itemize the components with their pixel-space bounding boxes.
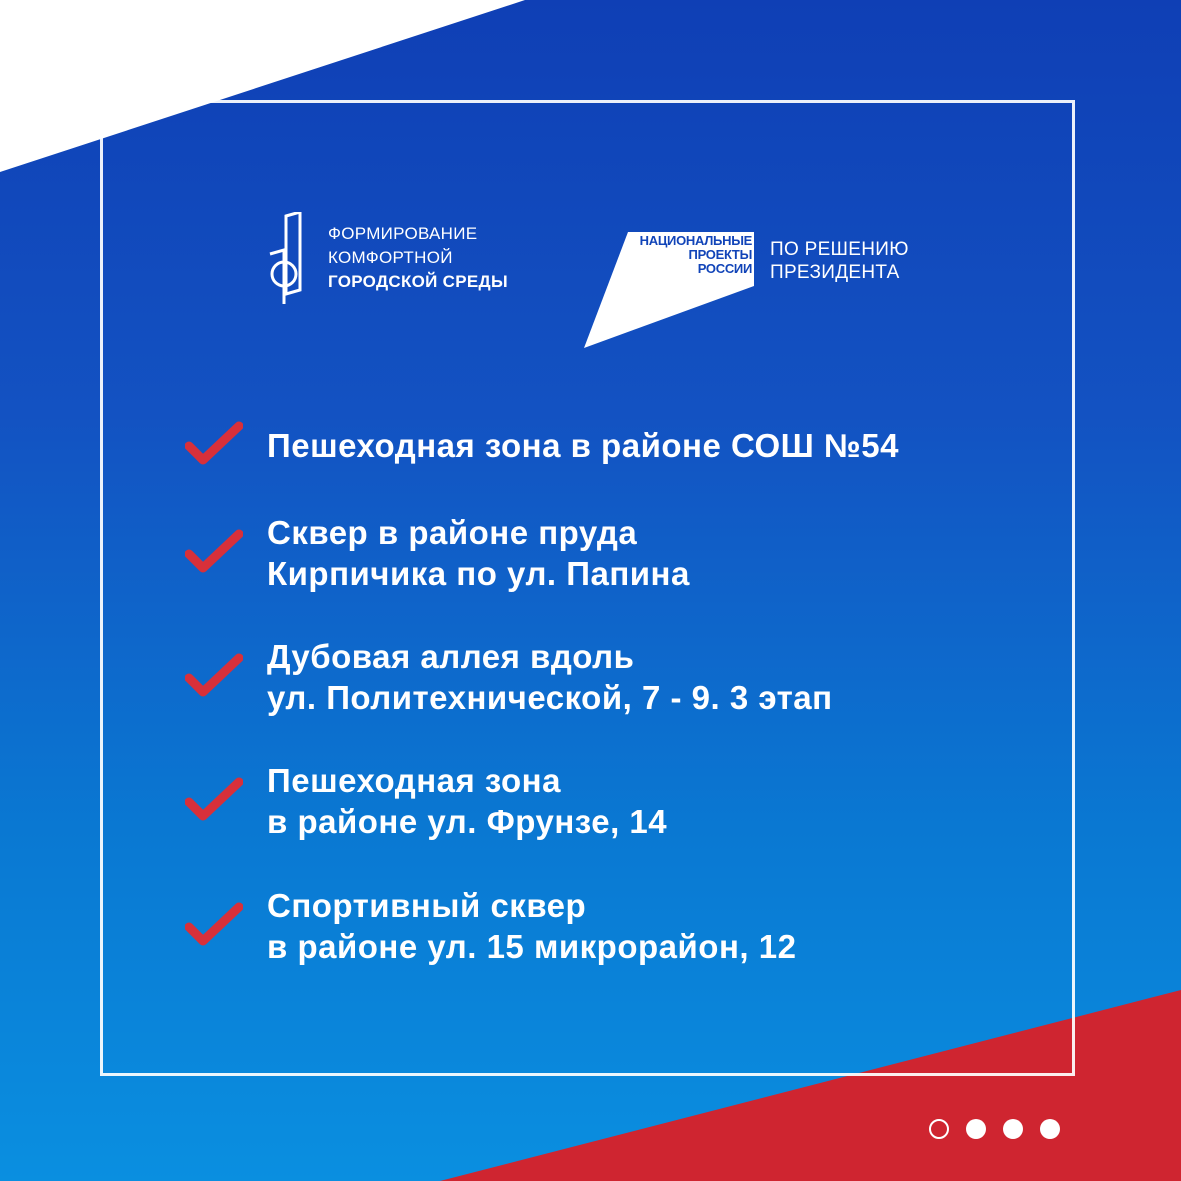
checkmark-icon xyxy=(185,652,243,702)
list-item-line: в районе ул. Фрунзе, 14 xyxy=(267,803,668,840)
fkgs-emblem-icon xyxy=(262,212,308,304)
list-item-line: Сквер в районе пруда xyxy=(267,514,638,551)
list-item-text xyxy=(267,636,833,718)
list-item-line: Дубовая аллея вдоль xyxy=(267,638,635,675)
list-item xyxy=(185,420,899,470)
list-item-line: Пешеходная зона xyxy=(267,762,561,799)
pagination-dot[interactable] xyxy=(966,1119,986,1139)
list-item-line: ул. Политехнической, 7 - 9. 3 этап xyxy=(267,679,833,716)
nacproekty-line-2: ПРОЕКТЫ xyxy=(688,247,752,262)
list-item-text xyxy=(267,425,899,466)
pagination-dot[interactable] xyxy=(1003,1119,1023,1139)
checkmark-icon xyxy=(185,776,243,826)
list-item-text xyxy=(267,760,667,842)
nacproekty-line-3: РОССИИ xyxy=(697,261,752,276)
pagination-dots xyxy=(929,1119,1060,1139)
list-item-text xyxy=(267,885,796,967)
list-item-line: в районе ул. 15 микрорайон, 12 xyxy=(267,928,797,965)
president-caption xyxy=(770,238,909,284)
list-item-line: Пешеходная зона в районе СОШ №54 xyxy=(267,426,899,464)
nacproekty-line-1: НАЦИОНАЛЬНЫЕ xyxy=(639,233,752,248)
list-item xyxy=(185,760,667,842)
nacproekty-logo-text xyxy=(604,234,752,276)
nacproekty-logo xyxy=(584,232,754,350)
fkgs-line-1: ФОРМИРОВАНИЕ xyxy=(328,224,478,243)
list-item-line: Спортивный сквер xyxy=(267,887,587,924)
list-item-text xyxy=(267,512,690,594)
list-item xyxy=(185,885,796,967)
fkgs-line-3: ГОРОДСКОЙ СРЕДЫ xyxy=(328,272,508,291)
fkgs-logo xyxy=(262,212,508,304)
checkmark-icon xyxy=(185,901,243,951)
pagination-dot-current[interactable] xyxy=(929,1119,949,1139)
checkmark-icon xyxy=(185,420,243,470)
pagination-dot[interactable] xyxy=(1040,1119,1060,1139)
list-item xyxy=(185,636,833,718)
fkgs-logo-text xyxy=(328,222,508,294)
list-item xyxy=(185,512,690,594)
list-item-line: Кирпичика по ул. Папина xyxy=(267,555,690,592)
checkmark-icon xyxy=(185,528,243,578)
fkgs-line-2: КОМФОРТНОЙ xyxy=(328,248,453,267)
president-line-2: ПРЕЗИДЕНТА xyxy=(770,262,900,283)
president-line-1: ПО РЕШЕНИЮ xyxy=(770,239,909,260)
